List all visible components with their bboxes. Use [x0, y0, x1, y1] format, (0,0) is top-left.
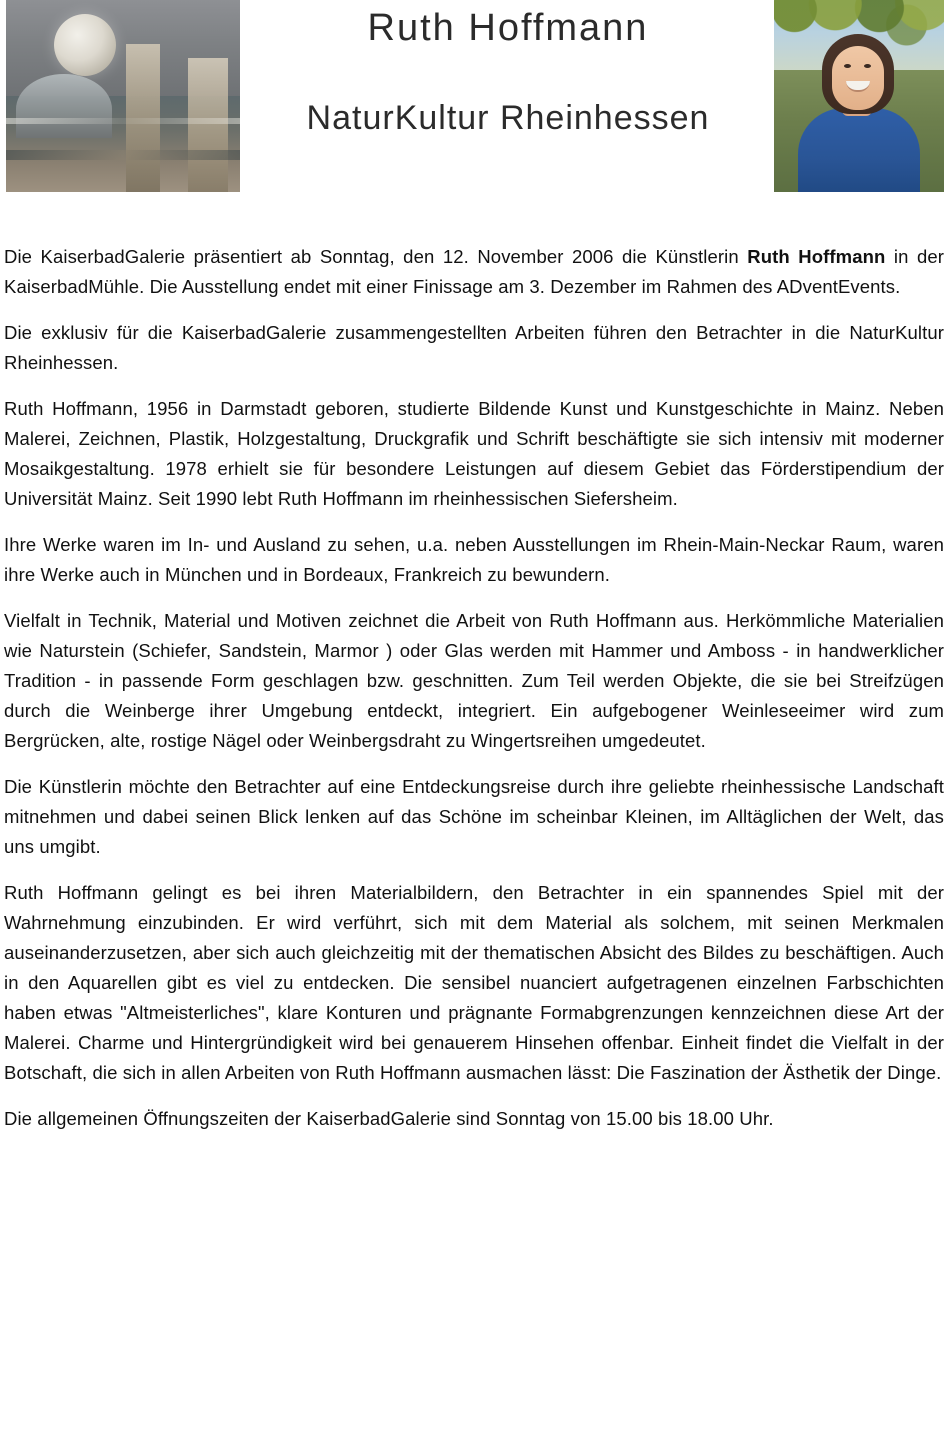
- artwork-pillar-right: [188, 58, 228, 192]
- document-header: [0, 0, 950, 196]
- artist-name-bold: Ruth Hoffmann: [747, 246, 886, 267]
- paragraph-opening-hours: Die allgemeinen Öffnungszeiten der KaiserbadGalerie sind Sonntag von 15.00 bis 18.00 Uhr.: [4, 1108, 774, 1129]
- photo-person-eye-left: [844, 64, 851, 68]
- artwork-image: [6, 0, 240, 192]
- paragraph-technique: Vielfalt in Technik, Material und Motiven zeichnet die Arbeit von Ruth Hoffmann aus. Herkömmliche Materialien wie Naturstein (Schiefer, Sandstein, Marmor ) oder Glas werden mit Hammer und Amboss - in handwerklicher Tradition - in passende Form geschlagen bzw. geschnitten. Zum Teil werden Objekte, die sie bei Streifzügen durch die Weinberge ihrer Umgebung entdeckt, integriert. Ein aufgebogener Weinleseeimer wird zum Bergrücken, alte, rostige Nägel oder Weinbergsdraht zu Wingertsreihen umgedeutet.: [4, 610, 944, 751]
- paragraph-materialbilder: Ruth Hoffmann gelingt es bei ihren Materialbildern, den Betrachter in ein spannendes Spiel mit der Wahrnehmung einzubinden. Er wird verführt, sich mit dem Material als solchem, mit seinen Merkmalen auseinanderzusetzen, aber sich auch gleichzeitig mit der thematischen Absicht des Bildes zu beschäftigen. Auch in den Aquarellen gibt es viel zu entdecken. Die sensibel nuanciert aufgetragenen einzelnen Farbschichten haben etwas "Altmeisterliches", klare Konturen und prägnante Formabgrenzungen kennzeichnen diese Art der Malerei. Charme und Hintergründigkeit wird bei genauerem Hinsehen offenbar. Einheit findet die Vielfalt in der Botschaft, die sich in allen Arbeiten von Ruth Hoffmann ausmachen lässt: Die Faszination der Ästhetik der Dinge.: [4, 882, 944, 1083]
- artwork-arch: [16, 74, 112, 138]
- moon-icon: [54, 14, 116, 76]
- artwork-horizon-band: [6, 150, 240, 160]
- page-subtitle: NaturKultur Rheinhessen: [306, 98, 710, 137]
- page-title: Ruth Hoffmann: [367, 7, 649, 49]
- photo-person-face: [832, 46, 884, 110]
- photo-person-body: [798, 108, 920, 192]
- paragraph-biography: Ruth Hoffmann, 1956 in Darmstadt geboren, studierte Bildende Kunst und Kunstgeschichte in Mainz. Neben Malerei, Zeichnen, Plastik, Holzgestaltung, Druckgrafik und Schrift beschäftigte sie sich intensiv mit moderner Mosaikgestaltung. 1978 erhielt sie für besondere Leistungen auf diesem Gebiet das Förderstipendium der Universität Mainz. Seit 1990 lebt Ruth Hoffmann im rheinhessischen Siefersheim.: [4, 398, 944, 509]
- paragraph-intention: Die Künstlerin möchte den Betrachter auf eine Entdeckungsreise durch ihre geliebte rheinhessische Landschaft mitnehmen und dabei seinen Blick lenken auf das Schöne im scheinbar Kleinen, im Alltäglichen der Welt, das uns umgibt.: [4, 776, 944, 857]
- photo-person-eye-right: [864, 64, 871, 68]
- paragraph-exclusive-works: Die exklusiv für die KaiserbadGalerie zusammengestellten Arbeiten führen den Betrachter in die NaturKultur Rheinhessen.: [4, 322, 944, 373]
- artwork-foam-line: [6, 118, 240, 124]
- article-body: [0, 242, 950, 1164]
- title-block: [246, 0, 770, 138]
- intro-text-part-2: in der KaiserbadMühle. Die Ausstellung endet mit einer Finissage am 3. Dezember im Rahmen des ADventEvents.: [4, 246, 945, 297]
- paragraph-exhibitions: Ihre Werke waren im In- und Ausland zu sehen, u.a. neben Ausstellungen im Rhein-Main-Neckar Raum, waren ihre Werke auch in München und in Bordeaux, Frankreich zu bewundern.: [4, 534, 944, 585]
- intro-text-part-1: Die KaiserbadGalerie präsentiert ab Sonntag, den 12. November 2006 die Künstlerin: [4, 246, 748, 267]
- paragraph-intro: [4, 242, 944, 302]
- portrait-photo: [774, 0, 944, 192]
